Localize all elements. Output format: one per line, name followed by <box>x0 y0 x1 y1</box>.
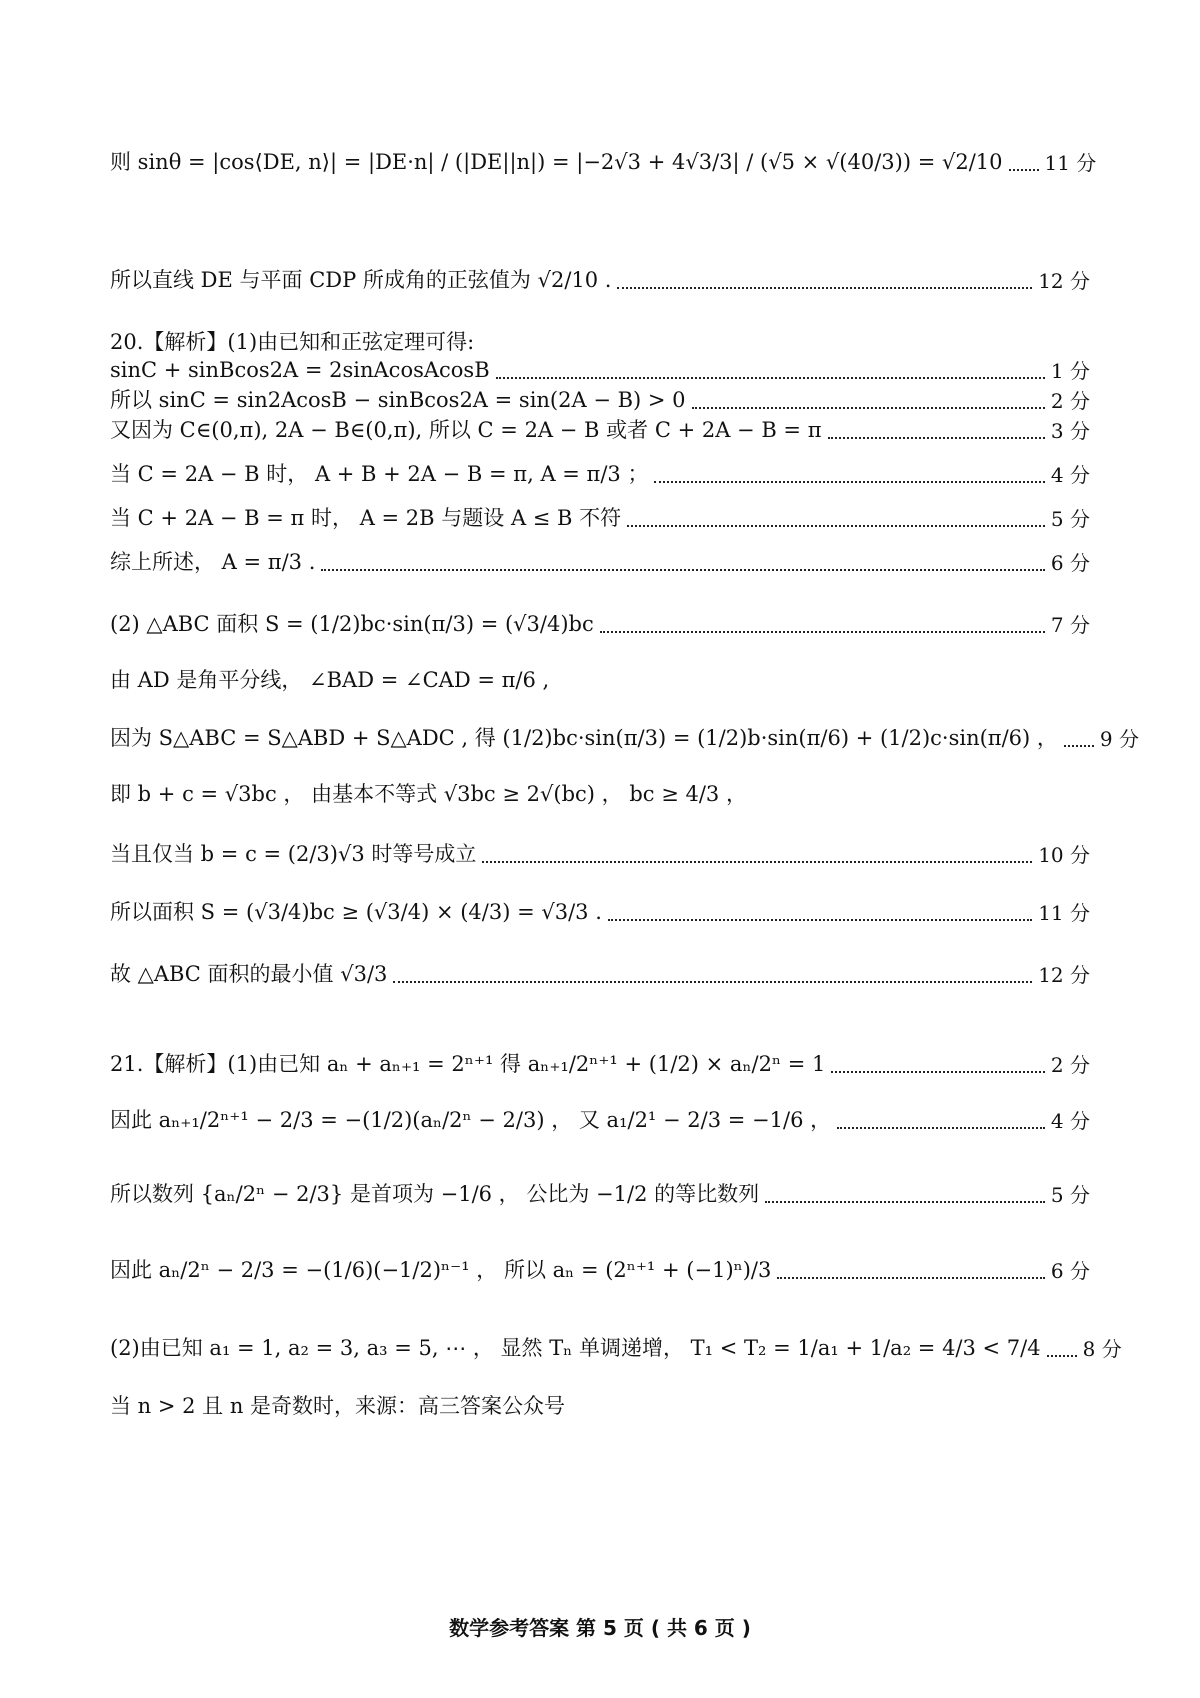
score: 5 分 <box>1050 1182 1090 1207</box>
dot-leader <box>1009 155 1039 171</box>
line-text: 21.【解析】(1)由已知 aₙ + aₙ₊₁ = 2ⁿ⁺¹ 得 aₙ₊₁/2ⁿ⁺¹ + (1/2) × aₙ/2ⁿ = 1 <box>110 1052 826 1076</box>
score: 4 分 <box>1050 1108 1090 1133</box>
line-text: 则 sinθ = |cos⟨DE, n⟩| = |DE·n| / (|DE||n|) = |−2√3 + 4√3/3| / (√5 × √(40/3)) = √2/10 <box>110 150 1003 174</box>
score: 9 分 <box>1099 726 1140 751</box>
line-text: 综上所述， A = π/3 . <box>110 550 316 574</box>
line-text: (2) △ABC 面积 S = (1/2)bc·sin(π/3) = (√3/4)bc <box>110 612 594 636</box>
formula-line <box>110 1336 1122 1361</box>
dot-leader <box>831 1057 1045 1073</box>
formula-line <box>110 506 1090 531</box>
score: 2 分 <box>1050 1052 1090 1077</box>
formula-line <box>110 358 1090 383</box>
formula-line <box>110 1258 1090 1283</box>
dot-leader <box>617 273 1032 289</box>
score: 12 分 <box>1038 962 1090 987</box>
score: 11 分 <box>1044 150 1097 175</box>
dot-leader <box>482 847 1032 863</box>
formula-line <box>110 462 1090 487</box>
dot-leader <box>765 1187 1045 1203</box>
score: 12 分 <box>1038 268 1090 293</box>
line-text: 即 b + c = √3bc ， 由基本不等式 √3bc ≥ 2√(bc) ， bc ≥ 4/3 ， <box>110 782 747 806</box>
score: 11 分 <box>1038 900 1090 925</box>
dot-leader <box>496 363 1045 379</box>
dot-leader <box>608 905 1032 921</box>
line-text: 故 △ABC 面积的最小值 √3/3 <box>110 962 388 986</box>
dot-leader <box>777 1263 1045 1279</box>
score: 6 分 <box>1050 1258 1090 1283</box>
formula-line <box>110 1182 1090 1207</box>
line-text: sinC + sinBcos2A = 2sinAcosAcosB <box>110 358 490 382</box>
formula-line <box>110 388 1090 413</box>
score: 3 分 <box>1050 418 1090 443</box>
formula-line <box>110 268 1090 293</box>
line-text: 因此 aₙ₊₁/2ⁿ⁺¹ − 2/3 = −(1/2)(aₙ/2ⁿ − 2/3) ， 又 a₁/2¹ − 2/3 = −1/6 ， <box>110 1108 832 1132</box>
formula-line <box>110 1108 1090 1133</box>
formula-line <box>110 418 1090 443</box>
formula-line <box>110 612 1090 637</box>
line-text: 当 C = 2A − B 时， A + B + 2A − B = π, A = π/3 ； <box>110 462 649 486</box>
line-text: 当且仅当 b = c = (2/3)√3 时等号成立 <box>110 842 477 866</box>
score: 6 分 <box>1050 550 1090 575</box>
formula-line <box>110 726 1140 751</box>
score: 10 分 <box>1038 842 1090 867</box>
line-text: 因为 S△ABC = S△ABD + S△ADC , 得 (1/2)bc·sin(π/3) = (1/2)b·sin(π/6) + (1/2)c·sin(π/6) ， <box>110 726 1058 750</box>
dot-leader <box>393 967 1032 983</box>
dot-leader <box>627 511 1045 527</box>
dot-leader <box>321 555 1045 571</box>
line-text: 所以数列 {aₙ/2ⁿ − 2/3} 是首项为 −1/6 ， 公比为 −1/2 的等比数列 <box>110 1182 760 1206</box>
formula-line <box>110 782 1090 807</box>
section-heading <box>110 330 1090 355</box>
line-text: 所以 sinC = sin2AcosB − sinBcos2A = sin(2A − B) > 0 <box>110 388 686 412</box>
dot-leader <box>600 617 1045 633</box>
line-text: 由 AD 是角平分线， ∠BAD = ∠CAD = π/6 , <box>110 668 550 692</box>
line-text: (2)由已知 a₁ = 1, a₂ = 3, a₃ = 5, ⋯ ， 显然 Tₙ 单调递增， T₁ < T₂ = 1/a₁ + 1/a₂ = 4/3 < 7/4 <box>110 1336 1041 1360</box>
section-heading <box>110 1052 1090 1077</box>
dot-leader <box>1064 731 1094 747</box>
dot-leader <box>1047 1341 1077 1357</box>
line-text: 所以面积 S = (√3/4)bc ≥ (√3/4) × (4/3) = √3/3 . <box>110 900 602 924</box>
score: 8 分 <box>1082 1336 1122 1361</box>
score: 7 分 <box>1050 612 1090 637</box>
score: 2 分 <box>1050 388 1090 413</box>
line-text: 当 C + 2A − B = π 时， A = 2B 与题设 A ≤ B 不符 <box>110 506 622 530</box>
formula-line <box>110 842 1090 867</box>
dot-leader <box>837 1113 1045 1129</box>
formula-line <box>110 900 1090 925</box>
score: 4 分 <box>1050 462 1090 487</box>
page-footer: 数学参考答案 第 5 页 ( 共 6 页 ) <box>449 1616 751 1640</box>
formula-line <box>110 550 1090 575</box>
formula-line <box>110 962 1090 987</box>
dot-leader <box>692 393 1045 409</box>
line-text: 当 n > 2 且 n 是奇数时，来源：高三答案公众号 <box>110 1394 566 1418</box>
dot-leader <box>828 423 1045 439</box>
line-text: 20.【解析】(1)由已知和正弦定理可得: <box>110 330 475 354</box>
line-text: 又因为 C∈(0,π), 2A − B∈(0,π), 所以 C = 2A − B 或者 C + 2A − B = π <box>110 418 822 442</box>
score: 1 分 <box>1050 358 1090 383</box>
line-text: 因此 aₙ/2ⁿ − 2/3 = −(1/6)(−1/2)ⁿ⁻¹ ， 所以 aₙ = (2ⁿ⁺¹ + (−1)ⁿ)/3 <box>110 1258 772 1282</box>
formula-line <box>110 150 1097 175</box>
score: 5 分 <box>1050 506 1090 531</box>
line-text: 所以直线 DE 与平面 CDP 所成角的正弦值为 √2/10 . <box>110 268 612 292</box>
formula-line <box>110 668 1090 693</box>
dot-leader <box>654 467 1044 483</box>
formula-line <box>110 1394 1090 1419</box>
